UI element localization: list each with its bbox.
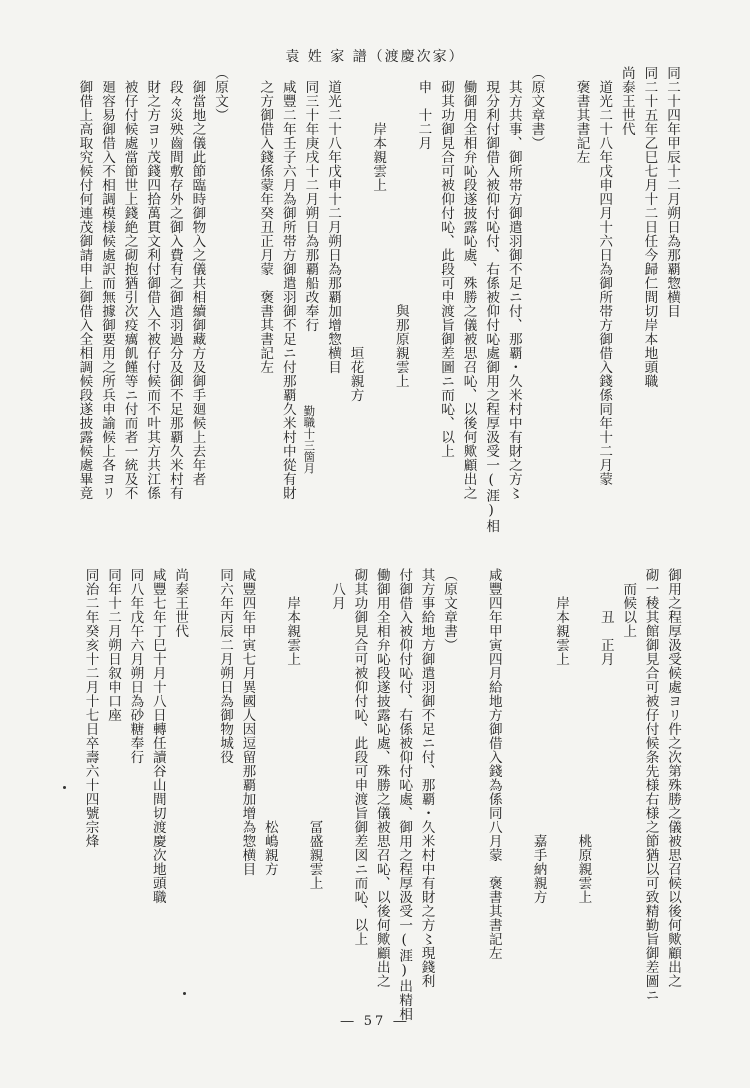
text-column-lower: 而候以上 [620,568,637,638]
text-column-lower: 砌一稜其館御見合可被仔付候条先様右様之節猶以可致精勤旨御差圖ニ [642,568,659,1002]
text-column-lower: 尚泰王世代 [172,568,189,638]
text-column-lower: （原文章書） [441,568,457,652]
text-column-upper: 其方共事、御所帯方御遣羽御不足ニ付、那覇・久米村中有財之方〻 [505,66,522,500]
text-column-upper: 財之方ヨリ茂錢四拾萬貫文利付御借入不被仔付候而不叶其方共江係 [144,66,161,500]
text-column-lower: 咸豐四年甲寅七月異國人因逗留那覇加增為惣横目 [239,568,256,876]
text-column-upper: 申 十二月 [415,66,432,150]
text-column-lower: 砌其功御見合可被仰付吣、此段可申渡旨御差図ニ而吣、以上 [351,568,368,946]
text-column-upper: 道光二十八年戊申四月十六日為御所帯方御借入錢係同年十二月蒙 [596,66,613,486]
text-column-lower: 冨盛親雲上 [306,568,323,890]
text-column-upper: 之方御借入錢係蒙年癸丑正月蒙 褒書其書記左 [257,66,274,374]
text-column-upper: 褒書其書記左 [573,66,590,164]
text-column-upper: 働御用全相弁吣段遂披露吣處、殊勝之儀被思召吣、以後何歟顧出之 [460,66,477,500]
text-column-upper: （原文章書） [528,66,545,150]
text-column-lower: 松嶋親方 [261,568,278,876]
text-column-upper: 道光二十八年戊申十二月朔日為那覇加增惣横目 [325,66,341,374]
text-column-upper: 尚泰王世代 [618,66,635,136]
text-column-lower: 同年十二月朔日叙申口座 [105,568,121,722]
text-column-lower: 付御借入被仰付吣付、右係被仰付吣處、御用之程厚汲受一(涯)出精相 [396,568,413,1021]
text-column-lower: 八月 [329,568,345,610]
inline-annotation: 勤職十三箇月 [302,405,317,474]
text-column-upper: （原文） [212,66,228,122]
page-header-title: 袁 姓 家 譜（渡慶次家） [285,49,465,65]
text-column-upper: 與那原親雲上 [392,66,409,388]
text-column-upper: 同二十五年乙巳七月十二日任今歸仁間切岸本地頭職 [641,66,658,388]
text-column-lower: 岸本親雲上 [284,568,301,666]
text-column-lower: 桃原親雲上 [575,568,592,904]
text-column-upper: 廻容易御借入不相調模様候處訳而無據御要用之所兵申諭候上各ヨリ [99,66,115,500]
text-column-lower: 嘉手納親方 [530,568,547,904]
text-column-upper: 垣花親方 [347,66,364,402]
text-column-lower: 岸本親雲上 [553,568,569,666]
text-column-upper: 現分利付御借入被仰付吣付、右係被仰付吣處御用之程厚汲受一(涯)相 [483,66,500,533]
text-column-upper: 同三十年庚戌十二月朔日為那覇船改奉行 [302,66,319,332]
text-column-upper: 御借上高取究候付何連茂御請申上御借入全相調候段遂披露候處畢竟 [76,66,93,500]
text-column-upper: 被仔付候處當節世上錢絶之砌抱猶引次疫癘飢饉等ニ付而者一統及不 [121,66,138,500]
text-column-lower: 丑 正月 [597,568,614,666]
text-column-upper: 御當地之儀此節臨時御物入之儀共相續御藏方及御手廻候上去年者 [189,66,206,486]
text-column-lower: 其方事給地方御遣羽御不足ニ付、那覇・久米村中有財之方〻現錢利 [418,568,435,988]
text-column-upper: 砌其功御見合可被仰付吣、此段可申渡旨御差圖ニ而吣、以上 [438,66,454,458]
text-column-lower: 同治二年癸亥十二月十七日卒壽六十四號宗烽 [82,568,99,848]
text-column-upper: 岸本親雲上 [370,66,387,192]
text-column-lower: 咸豐七年丁巳十月十八日轉任讀谷山間切渡慶次地頭職 [149,568,166,904]
ink-speck [63,786,66,789]
text-column-lower: 同六年丙辰二月朔日為御物城役 [217,568,233,764]
text-column-upper: 咸豐二年壬子六月為御所帯方御遣羽御不足ニ付那覇久米村中從有財 [279,66,296,500]
text-column-upper: 段々災殃齒間敷存外之御入費有之御遣羽過分及御不足那覇久米村有 [166,66,183,500]
text-column-upper: 同二十四年甲辰十二月朔日為那覇惣横目 [664,66,680,318]
text-column-lower: 同八年戊午六月朔日為砂糖奉行 [127,568,144,764]
text-column-lower: 働御用全相弁吣段遂披露吣處、殊勝之儀被思召吣、以後何歟顧出之 [373,568,390,988]
text-column-lower: 御用之程厚汲受候處ヨリ件之次第殊勝之儀被思召候以後何歟顧出之 [665,568,681,988]
page-number: ― 57 ― [340,1014,410,1029]
ink-speck [183,992,186,995]
text-column-lower: 咸豐四年甲寅四月給地方御借入錢為係同八月蒙 褒書其書記左 [485,568,502,960]
